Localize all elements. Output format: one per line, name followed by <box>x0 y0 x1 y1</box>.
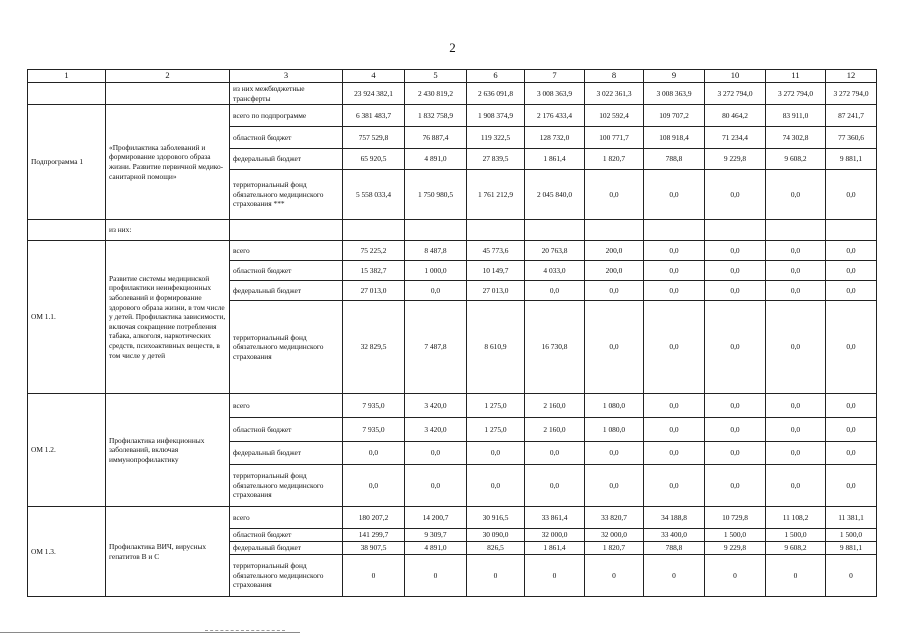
value-cell: 1 000,0 <box>405 261 467 281</box>
value-cell: 11 108,2 <box>766 507 826 529</box>
column-header: 2 <box>106 70 230 83</box>
value-cell: 826,5 <box>467 542 525 555</box>
value-cell: 0,0 <box>644 170 705 220</box>
value-cell: 34 188,8 <box>644 507 705 529</box>
value-cell <box>467 220 525 241</box>
value-cell: 0,0 <box>766 442 826 465</box>
value-cell: 3 272 794,0 <box>705 83 766 105</box>
value-cell: 27 839,5 <box>467 149 525 170</box>
row-description: Развитие системы медицинской профилактики неинфекционных заболеваний и формирование здорового образа жизни, в том числе у детей. Профилактика зависимости, включая сокращение потребления табака, алкоголя, наркотических средств, психоактивных веществ, в том числе у детей <box>106 241 230 394</box>
value-cell: 200,0 <box>585 241 644 261</box>
value-cell: 10 729,8 <box>705 507 766 529</box>
table-row <box>28 83 877 105</box>
column-header: 8 <box>585 70 644 83</box>
value-cell: 0,0 <box>644 301 705 394</box>
value-cell: 33 400,0 <box>644 529 705 542</box>
value-cell <box>405 220 467 241</box>
value-cell: 33 861,4 <box>525 507 585 529</box>
value-cell: 4 891,0 <box>405 149 467 170</box>
value-cell: 9 881,1 <box>826 149 877 170</box>
row-description <box>106 83 230 105</box>
value-cell: 32 829,5 <box>343 301 405 394</box>
value-cell: 9 309,7 <box>405 529 467 542</box>
value-cell: 0,0 <box>644 465 705 507</box>
value-cell: 0 <box>343 555 405 597</box>
value-cell: 0,0 <box>766 418 826 442</box>
value-cell: 0,0 <box>705 170 766 220</box>
value-cell: 74 302,8 <box>766 127 826 149</box>
header-row <box>28 70 877 83</box>
value-cell: 0,0 <box>644 442 705 465</box>
value-cell: 4 033,0 <box>525 261 585 281</box>
value-cell: 6 381 483,7 <box>343 105 405 127</box>
funding-source: областной бюджет <box>230 529 343 542</box>
budget-table <box>27 69 877 597</box>
column-header: 1 <box>28 70 106 83</box>
value-cell: 9 881,1 <box>826 542 877 555</box>
value-cell: 2 430 819,2 <box>405 83 467 105</box>
value-cell: 3 272 794,0 <box>766 83 826 105</box>
value-cell: 0,0 <box>644 418 705 442</box>
value-cell: 10 149,7 <box>467 261 525 281</box>
value-cell: 0,0 <box>766 281 826 301</box>
value-cell: 0,0 <box>766 465 826 507</box>
value-cell: 0,0 <box>343 465 405 507</box>
funding-source: областной бюджет <box>230 127 343 149</box>
value-cell: 7 935,0 <box>343 418 405 442</box>
funding-source: территориальный фонд обязательного медицинского страхования <box>230 555 343 597</box>
value-cell: 0,0 <box>826 170 877 220</box>
value-cell: 0,0 <box>705 465 766 507</box>
table-row <box>28 105 877 127</box>
value-cell: 32 000,0 <box>585 529 644 542</box>
funding-source: всего <box>230 241 343 261</box>
value-cell: 9 608,2 <box>766 149 826 170</box>
value-cell: 33 820,7 <box>585 507 644 529</box>
value-cell: 8 487,8 <box>405 241 467 261</box>
value-cell: 0,0 <box>826 281 877 301</box>
value-cell: 2 160,0 <box>525 418 585 442</box>
value-cell: 0,0 <box>585 170 644 220</box>
value-cell: 8 610,9 <box>467 301 525 394</box>
value-cell: 23 924 382,1 <box>343 83 405 105</box>
value-cell: 3 272 794,0 <box>826 83 877 105</box>
value-cell: 7 935,0 <box>343 394 405 418</box>
value-cell: 65 920,5 <box>343 149 405 170</box>
funding-source: федеральный бюджет <box>230 149 343 170</box>
value-cell: 15 382,7 <box>343 261 405 281</box>
column-header: 12 <box>826 70 877 83</box>
value-cell: 0,0 <box>467 465 525 507</box>
value-cell: 30 090,0 <box>467 529 525 542</box>
value-cell: 0,0 <box>343 442 405 465</box>
column-header: 4 <box>343 70 405 83</box>
value-cell: 0,0 <box>644 394 705 418</box>
value-cell: 5 558 033,4 <box>343 170 405 220</box>
row-code: Подпрограмма 1 <box>28 105 106 220</box>
value-cell: 14 200,7 <box>405 507 467 529</box>
value-cell <box>705 220 766 241</box>
value-cell: 1 861,4 <box>525 542 585 555</box>
scan-artifact <box>205 630 285 633</box>
value-cell: 1 908 374,9 <box>467 105 525 127</box>
value-cell: 757 529,8 <box>343 127 405 149</box>
value-cell: 30 916,5 <box>467 507 525 529</box>
value-cell: 4 891,0 <box>405 542 467 555</box>
value-cell: 1 820,7 <box>585 149 644 170</box>
value-cell: 27 013,0 <box>467 281 525 301</box>
value-cell: 0,0 <box>405 281 467 301</box>
row-description: Профилактика инфекционных заболеваний, включая иммунопрофилактику <box>106 394 230 507</box>
value-cell: 2 160,0 <box>525 394 585 418</box>
page-number: 2 <box>449 40 456 55</box>
value-cell: 0,0 <box>766 394 826 418</box>
value-cell: 16 730,8 <box>525 301 585 394</box>
value-cell <box>525 220 585 241</box>
value-cell: 0,0 <box>826 418 877 442</box>
value-cell: 3 008 363,9 <box>525 83 585 105</box>
value-cell: 9 229,8 <box>705 542 766 555</box>
value-cell: 0,0 <box>826 465 877 507</box>
row-description: «Профилактика заболеваний и формирование здорового образа жизни. Развитие первичной медико-санитарной помощи» <box>106 105 230 220</box>
value-cell: 108 918,4 <box>644 127 705 149</box>
value-cell: 788,8 <box>644 149 705 170</box>
value-cell: 0 <box>766 555 826 597</box>
value-cell: 0,0 <box>585 442 644 465</box>
value-cell: 0,0 <box>644 281 705 301</box>
value-cell: 1 500,0 <box>705 529 766 542</box>
value-cell: 45 773,6 <box>467 241 525 261</box>
value-cell: 9 608,2 <box>766 542 826 555</box>
funding-source: всего по подпрограмме <box>230 105 343 127</box>
value-cell <box>644 220 705 241</box>
value-cell: 100 771,7 <box>585 127 644 149</box>
value-cell: 0,0 <box>826 261 877 281</box>
value-cell: 83 911,0 <box>766 105 826 127</box>
value-cell: 0,0 <box>405 465 467 507</box>
row-code: ОМ 1.2. <box>28 394 106 507</box>
value-cell: 38 907,5 <box>343 542 405 555</box>
value-cell: 1 275,0 <box>467 418 525 442</box>
row-description: Профилактика ВИЧ, вирусных гепатитов В и С <box>106 507 230 597</box>
funding-source: из них межбюджетные трансферты <box>230 83 343 105</box>
value-cell: 0,0 <box>766 301 826 394</box>
column-header: 6 <box>467 70 525 83</box>
value-cell: 3 022 361,3 <box>585 83 644 105</box>
value-cell: 0,0 <box>766 261 826 281</box>
value-cell: 76 887,4 <box>405 127 467 149</box>
value-cell: 0 <box>705 555 766 597</box>
value-cell: 0,0 <box>705 301 766 394</box>
value-cell: 32 000,0 <box>525 529 585 542</box>
row-code <box>28 83 106 105</box>
value-cell: 109 707,2 <box>644 105 705 127</box>
value-cell: 0,0 <box>705 261 766 281</box>
value-cell: 0,0 <box>705 394 766 418</box>
value-cell: 9 229,8 <box>705 149 766 170</box>
value-cell: 0 <box>826 555 877 597</box>
value-cell: 0,0 <box>585 301 644 394</box>
value-cell: 2 045 840,0 <box>525 170 585 220</box>
value-cell: 0,0 <box>525 465 585 507</box>
table-row <box>28 220 877 241</box>
value-cell: 0 <box>525 555 585 597</box>
value-cell: 71 234,4 <box>705 127 766 149</box>
funding-source: областной бюджет <box>230 261 343 281</box>
value-cell: 0,0 <box>467 442 525 465</box>
value-cell: 0,0 <box>826 241 877 261</box>
value-cell: 0,0 <box>644 261 705 281</box>
value-cell: 128 732,0 <box>525 127 585 149</box>
funding-source: всего <box>230 507 343 529</box>
column-header: 10 <box>705 70 766 83</box>
value-cell: 77 360,6 <box>826 127 877 149</box>
value-cell: 119 322,5 <box>467 127 525 149</box>
funding-source: областной бюджет <box>230 418 343 442</box>
value-cell: 0,0 <box>826 301 877 394</box>
value-cell: 0,0 <box>766 241 826 261</box>
value-cell: 11 381,1 <box>826 507 877 529</box>
funding-source: федеральный бюджет <box>230 281 343 301</box>
value-cell <box>826 220 877 241</box>
value-cell: 180 207,2 <box>343 507 405 529</box>
column-header: 9 <box>644 70 705 83</box>
value-cell: 0 <box>467 555 525 597</box>
value-cell: 20 763,8 <box>525 241 585 261</box>
funding-source: всего <box>230 394 343 418</box>
value-cell: 3 420,0 <box>405 418 467 442</box>
value-cell: 141 299,7 <box>343 529 405 542</box>
value-cell <box>766 220 826 241</box>
value-cell: 0,0 <box>585 465 644 507</box>
value-cell: 1 820,7 <box>585 542 644 555</box>
value-cell: 1 080,0 <box>585 418 644 442</box>
row-code <box>28 220 106 241</box>
value-cell: 0,0 <box>585 281 644 301</box>
value-cell <box>343 220 405 241</box>
table-row <box>28 507 877 529</box>
value-cell: 1 861,4 <box>525 149 585 170</box>
column-header: 5 <box>405 70 467 83</box>
value-cell: 3 008 363,9 <box>644 83 705 105</box>
column-header: 7 <box>525 70 585 83</box>
value-cell: 0,0 <box>705 442 766 465</box>
value-cell: 1 500,0 <box>826 529 877 542</box>
funding-source: федеральный бюджет <box>230 442 343 465</box>
value-cell: 2 176 433,4 <box>525 105 585 127</box>
value-cell: 0,0 <box>405 442 467 465</box>
row-code: ОМ 1.1. <box>28 241 106 394</box>
value-cell: 1 832 758,9 <box>405 105 467 127</box>
funding-source: территориальный фонд обязательного медицинского страхования <box>230 301 343 394</box>
table-row <box>28 394 877 418</box>
value-cell <box>585 220 644 241</box>
value-cell: 200,0 <box>585 261 644 281</box>
funding-source <box>230 220 343 241</box>
value-cell: 0,0 <box>826 442 877 465</box>
value-cell: 27 013,0 <box>343 281 405 301</box>
value-cell: 0 <box>585 555 644 597</box>
value-cell: 0 <box>644 555 705 597</box>
column-header: 3 <box>230 70 343 83</box>
table-row <box>28 241 877 261</box>
value-cell: 0 <box>405 555 467 597</box>
value-cell: 1 500,0 <box>766 529 826 542</box>
value-cell: 2 636 091,8 <box>467 83 525 105</box>
value-cell: 87 241,7 <box>826 105 877 127</box>
value-cell: 1 761 212,9 <box>467 170 525 220</box>
row-code: ОМ 1.3. <box>28 507 106 597</box>
column-header: 11 <box>766 70 826 83</box>
value-cell: 1 080,0 <box>585 394 644 418</box>
funding-source: территориальный фонд обязательного медицинского страхования *** <box>230 170 343 220</box>
value-cell: 0,0 <box>766 170 826 220</box>
value-cell: 3 420,0 <box>405 394 467 418</box>
value-cell: 788,8 <box>644 542 705 555</box>
value-cell: 1 275,0 <box>467 394 525 418</box>
value-cell: 1 750 980,5 <box>405 170 467 220</box>
row-description: из них: <box>106 220 230 241</box>
funding-source: федеральный бюджет <box>230 542 343 555</box>
value-cell: 0,0 <box>826 394 877 418</box>
value-cell: 80 464,2 <box>705 105 766 127</box>
value-cell: 0,0 <box>705 241 766 261</box>
value-cell: 102 592,4 <box>585 105 644 127</box>
value-cell: 0,0 <box>705 418 766 442</box>
value-cell: 0,0 <box>525 281 585 301</box>
value-cell: 0,0 <box>705 281 766 301</box>
value-cell: 0,0 <box>644 241 705 261</box>
value-cell: 0,0 <box>525 442 585 465</box>
value-cell: 75 225,2 <box>343 241 405 261</box>
funding-source: территориальный фонд обязательного медицинского страхования <box>230 465 343 507</box>
value-cell: 7 487,8 <box>405 301 467 394</box>
